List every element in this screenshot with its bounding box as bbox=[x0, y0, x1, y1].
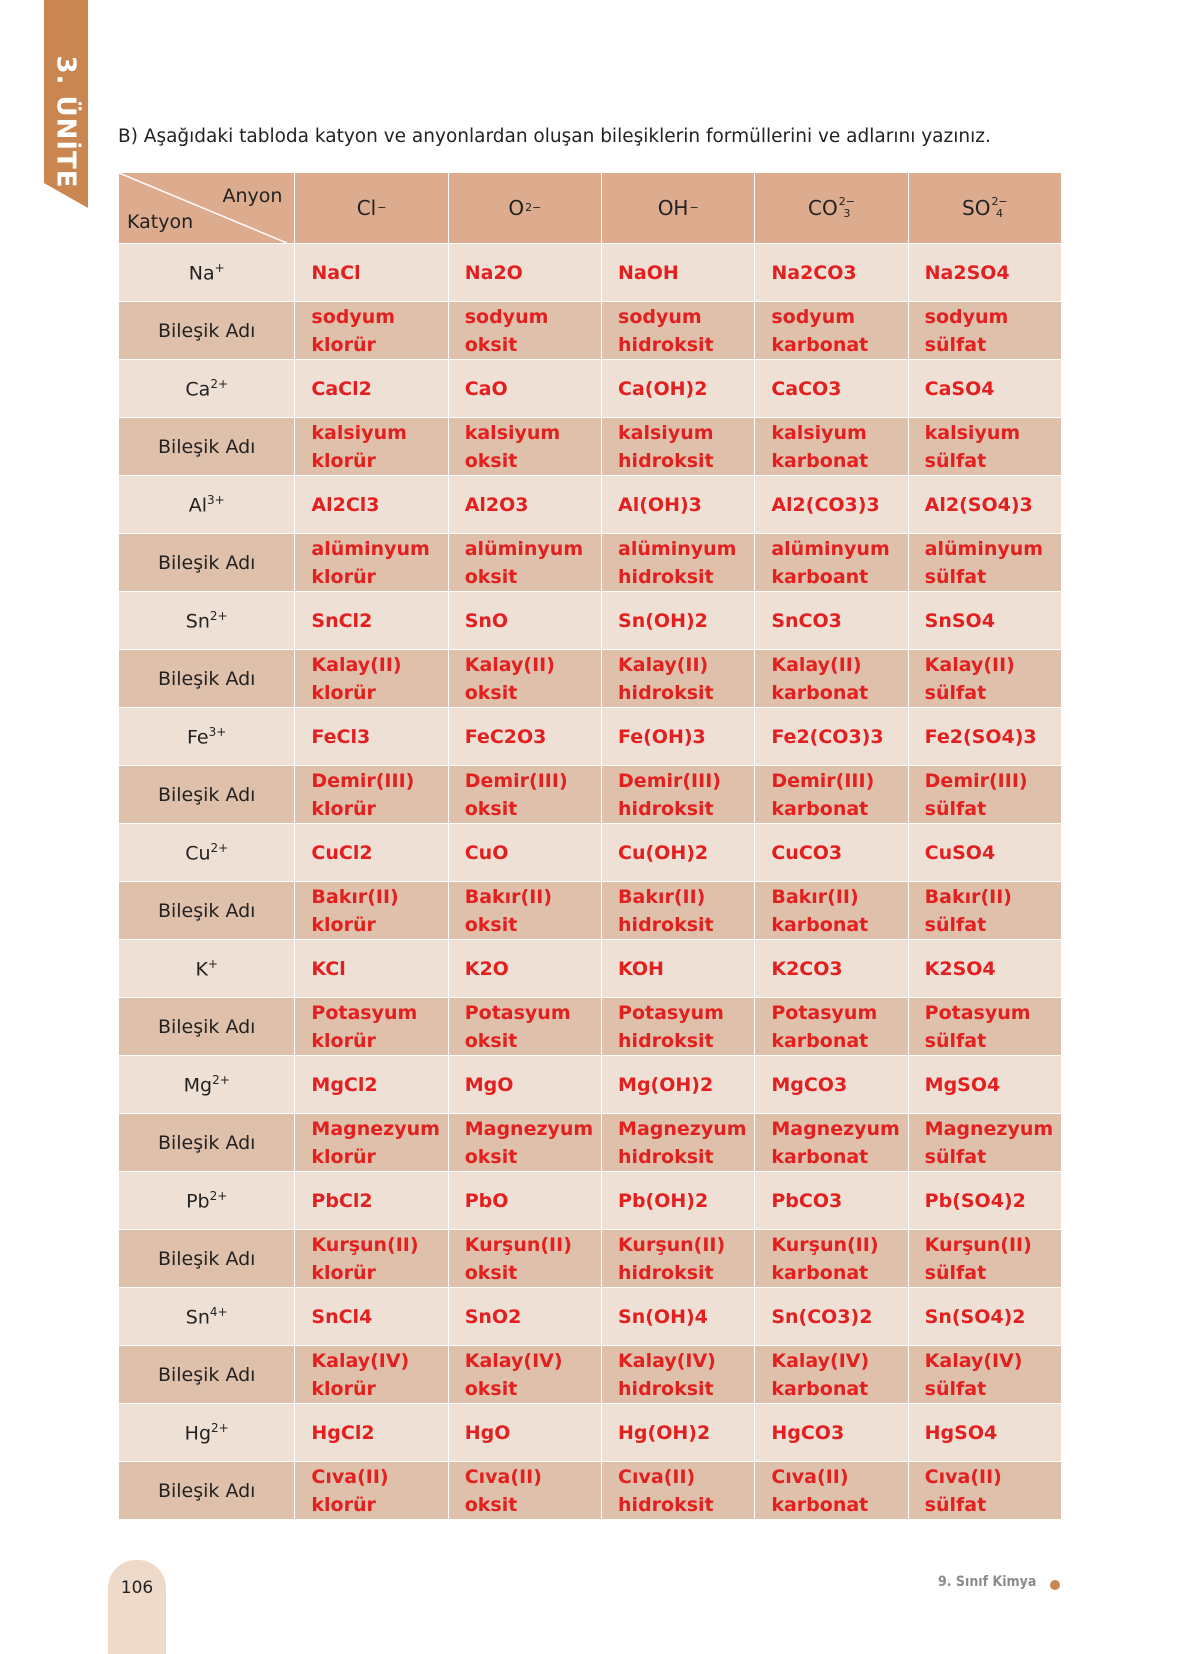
formula-answer: MgO bbox=[448, 1056, 601, 1114]
anion-header: Cl − bbox=[295, 173, 448, 244]
cation-row bbox=[119, 244, 1062, 302]
compound-name-answer: Kalay(IV) hidroksit bbox=[602, 1346, 755, 1404]
compound-name-row bbox=[119, 302, 1062, 360]
formula-answer: PbCl2 bbox=[295, 1172, 448, 1230]
formula-answer: Cu(OH)2 bbox=[602, 824, 755, 882]
compound-name-answer: Demir(III) klorür bbox=[295, 766, 448, 824]
compound-name-answer: Kalay(IV) sülfat bbox=[908, 1346, 1061, 1404]
cation-row bbox=[119, 1172, 1062, 1230]
compound-name-label: Bileşik Adı bbox=[119, 302, 295, 360]
formula-answer: Pb(OH)2 bbox=[602, 1172, 755, 1230]
cation-row bbox=[119, 1288, 1062, 1346]
formula-answer: Sn(OH)2 bbox=[602, 592, 755, 650]
anion-axis-label: Anyon bbox=[222, 185, 283, 207]
unit-label: 3. ÜNİTE bbox=[51, 55, 81, 189]
formula-answer: K2O bbox=[448, 940, 601, 998]
formula-answer: CaCO3 bbox=[755, 360, 908, 418]
formula-answer: Sn(OH)4 bbox=[602, 1288, 755, 1346]
compound-name-answer: Magnezyum karbonat bbox=[755, 1114, 908, 1172]
compound-name-answer: Kalay(II) klorür bbox=[295, 650, 448, 708]
formula-answer: NaCl bbox=[295, 244, 448, 302]
compound-name-answer: Kalay(IV) klorür bbox=[295, 1346, 448, 1404]
formula-answer: PbO bbox=[448, 1172, 601, 1230]
compound-name-answer: Kalay(II) karbonat bbox=[755, 650, 908, 708]
formula-answer: CuSO4 bbox=[908, 824, 1061, 882]
compound-name-answer: Cıva(II) sülfat bbox=[908, 1462, 1061, 1520]
compound-name-answer: kalsiyum oksit bbox=[448, 418, 601, 476]
formula-answer: SnO bbox=[448, 592, 601, 650]
formula-answer: K2CO3 bbox=[755, 940, 908, 998]
formula-answer: Pb(SO4)2 bbox=[908, 1172, 1061, 1230]
formula-answer: Al2Cl3 bbox=[295, 476, 448, 534]
compound-name-label: Bileşik Adı bbox=[119, 1230, 295, 1288]
compound-name-answer: Magnezyum oksit bbox=[448, 1114, 601, 1172]
compound-name-answer: Kurşun(II) klorür bbox=[295, 1230, 448, 1288]
cation-label: $Mg^{2+}$ bbox=[119, 1056, 295, 1114]
table-header-row bbox=[119, 173, 1062, 244]
compound-name-answer: alüminyum klorür bbox=[295, 534, 448, 592]
compound-name-answer: Demir(III) oksit bbox=[448, 766, 601, 824]
compound-name-answer: Kalay(IV) oksit bbox=[448, 1346, 601, 1404]
compound-name-answer: Potasyum oksit bbox=[448, 998, 601, 1056]
cation-axis-label: Katyon bbox=[127, 211, 194, 233]
formula-answer: Ca(OH)2 bbox=[602, 360, 755, 418]
compound-name-row bbox=[119, 882, 1062, 940]
formula-answer: CuCO3 bbox=[755, 824, 908, 882]
formula-answer: HgSO4 bbox=[908, 1404, 1061, 1462]
cation-row bbox=[119, 360, 1062, 418]
cation-row bbox=[119, 940, 1062, 998]
cation-label: Na+ bbox=[119, 244, 295, 302]
formula-answer: Al2(SO4)3 bbox=[908, 476, 1061, 534]
compound-name-answer: Cıva(II) klorür bbox=[295, 1462, 448, 1520]
compound-name-row bbox=[119, 418, 1062, 476]
footer-dot-icon bbox=[1050, 1580, 1060, 1590]
formula-answer: HgO bbox=[448, 1404, 601, 1462]
formula-answer: SnCO3 bbox=[755, 592, 908, 650]
anion-header: OH − bbox=[602, 173, 755, 244]
compound-name-answer: sodyum sülfat bbox=[908, 302, 1061, 360]
formula-answer: Sn(SO4)2 bbox=[908, 1288, 1061, 1346]
page-number-tab bbox=[108, 1560, 166, 1654]
instruction-text: B) Aşağıdaki tabloda katyon ve anyonlardan oluşan bileşiklerin formüllerini ve adlarını yazınız. bbox=[118, 126, 991, 147]
formula-answer: FeC2O3 bbox=[448, 708, 601, 766]
formula-answer: PbCO3 bbox=[755, 1172, 908, 1230]
formula-answer: KOH bbox=[602, 940, 755, 998]
compound-name-answer: sodyum karbonat bbox=[755, 302, 908, 360]
cation-label: $Ca^{2+}$ bbox=[119, 360, 295, 418]
formula-answer: CaCl2 bbox=[295, 360, 448, 418]
compound-name-label: Bileşik Adı bbox=[119, 534, 295, 592]
compound-name-row bbox=[119, 998, 1062, 1056]
compound-name-answer: Cıva(II) oksit bbox=[448, 1462, 601, 1520]
book-title-footer: 9. Sınıf Kimya bbox=[938, 1574, 1037, 1590]
cation-label: $Fe^{3+}$ bbox=[119, 708, 295, 766]
cation-label: $Al^{3+}$ bbox=[119, 476, 295, 534]
cation-row bbox=[119, 476, 1062, 534]
compound-name-answer: sodyum hidroksit bbox=[602, 302, 755, 360]
compound-name-row bbox=[119, 1462, 1062, 1520]
cation-label: $Hg^{2+}$ bbox=[119, 1404, 295, 1462]
formula-answer: Al(OH)3 bbox=[602, 476, 755, 534]
compound-name-answer: Potasyum karbonat bbox=[755, 998, 908, 1056]
formula-answer: Al2(CO3)3 bbox=[755, 476, 908, 534]
formula-answer: CaSO4 bbox=[908, 360, 1061, 418]
compound-name-answer: sodyum oksit bbox=[448, 302, 601, 360]
formula-answer: HgCO3 bbox=[755, 1404, 908, 1462]
formula-answer: FeCl3 bbox=[295, 708, 448, 766]
compound-name-answer: Potasyum hidroksit bbox=[602, 998, 755, 1056]
formula-answer: Na2O bbox=[448, 244, 601, 302]
compound-name-answer: Kurşun(II) oksit bbox=[448, 1230, 601, 1288]
compound-name-label: Bileşik Adı bbox=[119, 418, 295, 476]
formula-answer: MgCl2 bbox=[295, 1056, 448, 1114]
compound-name-answer: Kalay(II) hidroksit bbox=[602, 650, 755, 708]
compound-name-label: Bileşik Adı bbox=[119, 766, 295, 824]
cation-row bbox=[119, 1056, 1062, 1114]
compound-name-answer: Kurşun(II) sülfat bbox=[908, 1230, 1061, 1288]
formula-answer: CaO bbox=[448, 360, 601, 418]
compound-name-label: Bileşik Adı bbox=[119, 882, 295, 940]
compound-name-answer: kalsiyum klorür bbox=[295, 418, 448, 476]
formula-answer: HgCl2 bbox=[295, 1404, 448, 1462]
formula-answer: Sn(CO3)2 bbox=[755, 1288, 908, 1346]
formula-answer: SnO2 bbox=[448, 1288, 601, 1346]
compound-name-row bbox=[119, 766, 1062, 824]
anion-header: SO 2− 4 bbox=[908, 173, 1061, 244]
cation-label: K+ bbox=[119, 940, 295, 998]
anion-header: O 2− bbox=[448, 173, 601, 244]
formula-answer: Na2CO3 bbox=[755, 244, 908, 302]
compound-name-row bbox=[119, 1230, 1062, 1288]
compound-name-answer: Magnezyum sülfat bbox=[908, 1114, 1061, 1172]
compound-name-answer: alüminyum sülfat bbox=[908, 534, 1061, 592]
compound-name-answer: Kalay(II) sülfat bbox=[908, 650, 1061, 708]
compound-name-row bbox=[119, 650, 1062, 708]
cation-label: $Cu^{2+}$ bbox=[119, 824, 295, 882]
cation-label: $Sn^{2+}$ bbox=[119, 592, 295, 650]
compound-name-answer: sodyum klorür bbox=[295, 302, 448, 360]
formula-answer: SnCl4 bbox=[295, 1288, 448, 1346]
table-corner-cell bbox=[119, 173, 295, 244]
compound-name-answer: Kalay(II) oksit bbox=[448, 650, 601, 708]
compound-name-answer: Kurşun(II) hidroksit bbox=[602, 1230, 755, 1288]
cation-label: $Pb^{2+}$ bbox=[119, 1172, 295, 1230]
page-number: 106 bbox=[120, 1578, 154, 1598]
compound-name-answer: kalsiyum hidroksit bbox=[602, 418, 755, 476]
formula-answer: Hg(OH)2 bbox=[602, 1404, 755, 1462]
compound-name-label: Bileşik Adı bbox=[119, 1114, 295, 1172]
formula-answer: SnCl2 bbox=[295, 592, 448, 650]
compound-name-answer: Bakır(II) klorür bbox=[295, 882, 448, 940]
compound-name-label: Bileşik Adı bbox=[119, 650, 295, 708]
formula-answer: Mg(OH)2 bbox=[602, 1056, 755, 1114]
formula-answer: Fe2(SO4)3 bbox=[908, 708, 1061, 766]
compound-name-answer: Potasyum klorür bbox=[295, 998, 448, 1056]
cation-row bbox=[119, 1404, 1062, 1462]
compound-name-label: Bileşik Adı bbox=[119, 998, 295, 1056]
formula-answer: Fe(OH)3 bbox=[602, 708, 755, 766]
compound-name-answer: Kalay(IV) karbonat bbox=[755, 1346, 908, 1404]
compound-table bbox=[118, 172, 1062, 1520]
compound-name-answer: alüminyum karboant bbox=[755, 534, 908, 592]
formula-answer: Fe2(CO3)3 bbox=[755, 708, 908, 766]
formula-answer: SnSO4 bbox=[908, 592, 1061, 650]
formula-answer: NaOH bbox=[602, 244, 755, 302]
compound-name-answer: Potasyum sülfat bbox=[908, 998, 1061, 1056]
cation-row bbox=[119, 708, 1062, 766]
compound-name-row bbox=[119, 1114, 1062, 1172]
cation-label: $Sn^{4+}$ bbox=[119, 1288, 295, 1346]
formula-answer: Al2O3 bbox=[448, 476, 601, 534]
compound-name-answer: Cıva(II) karbonat bbox=[755, 1462, 908, 1520]
compound-name-answer: Magnezyum klorür bbox=[295, 1114, 448, 1172]
compound-name-label: Bileşik Adı bbox=[119, 1346, 295, 1404]
cation-row bbox=[119, 592, 1062, 650]
formula-answer: CuCl2 bbox=[295, 824, 448, 882]
formula-answer: CuO bbox=[448, 824, 601, 882]
compound-name-answer: Demir(III) sülfat bbox=[908, 766, 1061, 824]
compound-name-answer: Bakır(II) sülfat bbox=[908, 882, 1061, 940]
compound-name-answer: Bakır(II) hidroksit bbox=[602, 882, 755, 940]
compound-name-answer: Kurşun(II) karbonat bbox=[755, 1230, 908, 1288]
compound-name-answer: Demir(III) karbonat bbox=[755, 766, 908, 824]
compound-name-answer: alüminyum oksit bbox=[448, 534, 601, 592]
compound-name-answer: kalsiyum sülfat bbox=[908, 418, 1061, 476]
formula-answer: K2SO4 bbox=[908, 940, 1061, 998]
formula-answer: MgSO4 bbox=[908, 1056, 1061, 1114]
compound-name-answer: kalsiyum karbonat bbox=[755, 418, 908, 476]
compound-name-row bbox=[119, 534, 1062, 592]
cation-row bbox=[119, 824, 1062, 882]
formula-answer: MgCO3 bbox=[755, 1056, 908, 1114]
compound-name-answer: alüminyum hidroksit bbox=[602, 534, 755, 592]
formula-answer: Na2SO4 bbox=[908, 244, 1061, 302]
compound-name-answer: Cıva(II) hidroksit bbox=[602, 1462, 755, 1520]
compound-name-answer: Bakır(II) oksit bbox=[448, 882, 601, 940]
compound-name-row bbox=[119, 1346, 1062, 1404]
anion-header: CO 2− 3 bbox=[755, 173, 908, 244]
compound-name-label: Bileşik Adı bbox=[119, 1462, 295, 1520]
formula-answer: KCl bbox=[295, 940, 448, 998]
compound-name-answer: Magnezyum hidroksit bbox=[602, 1114, 755, 1172]
compound-name-answer: Bakır(II) karbonat bbox=[755, 882, 908, 940]
compound-name-answer: Demir(III) hidroksit bbox=[602, 766, 755, 824]
